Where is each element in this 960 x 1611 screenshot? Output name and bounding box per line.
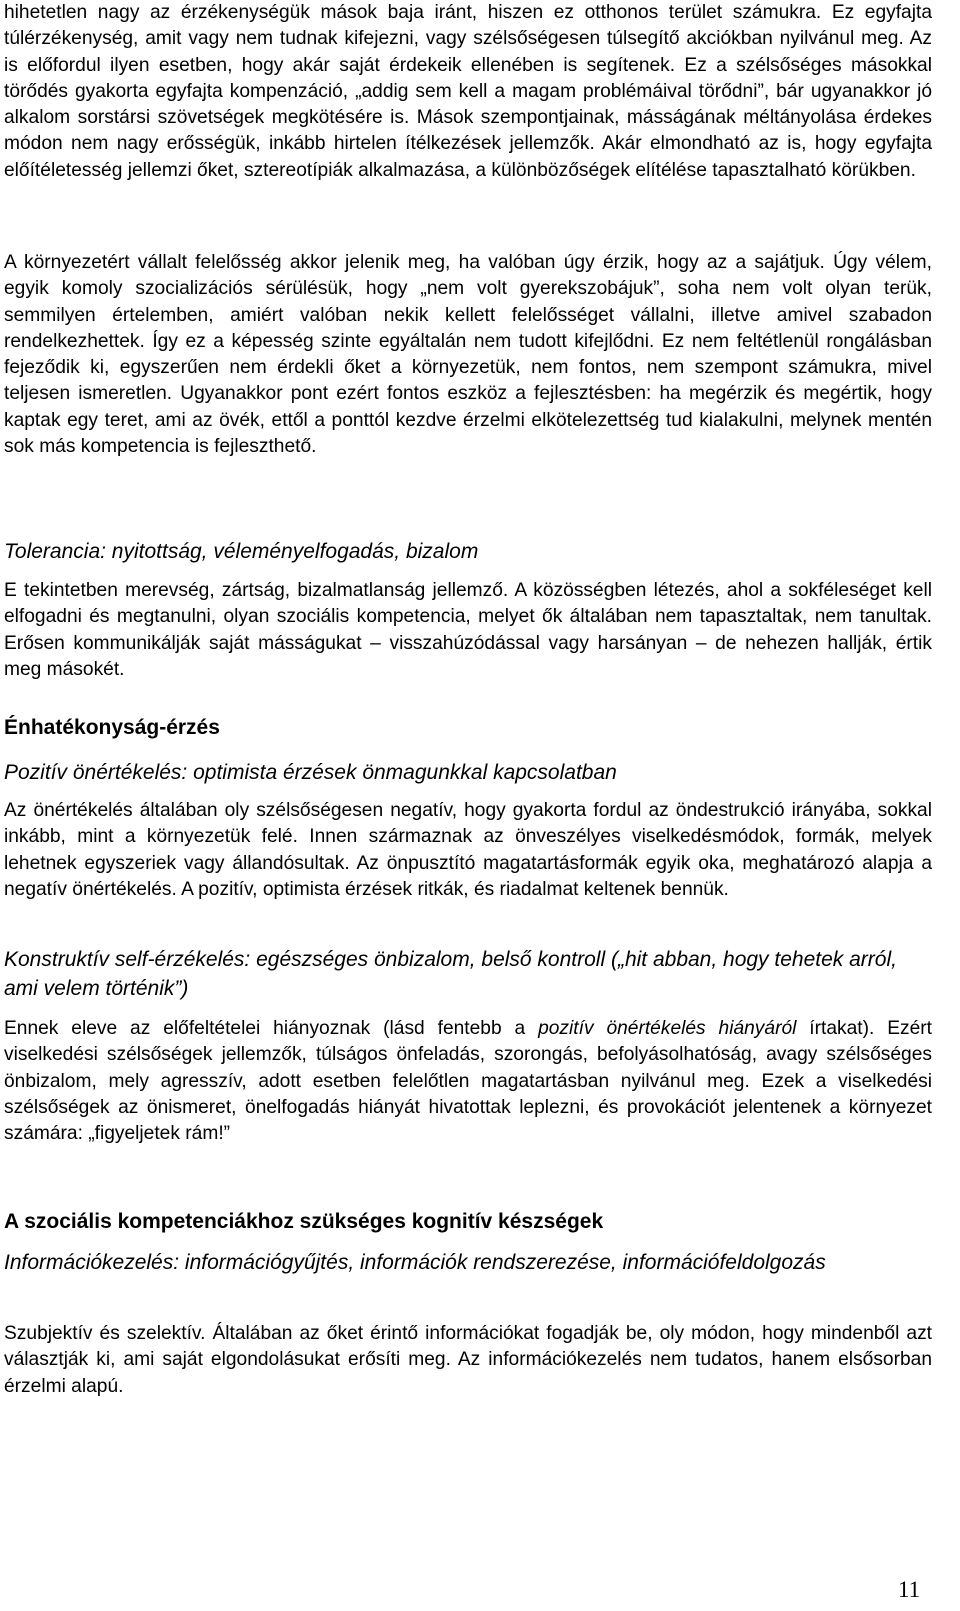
subheading-informaciokezeles: Információkezelés: információgyűjtés, információk rendszerezése, információfeldolgozás — [4, 1251, 826, 1274]
heading-kognitiv-keszsegek: A szociális kompetenciákhoz szükséges kognitív készségek — [4, 1210, 604, 1233]
paragraph-konstruktiv — [4, 1016, 932, 1147]
paragraph-konstruktiv-part2: írtakat). Ezért viselkedési szélsőségek jellemzők, túlságos önfeladás, szorongás, befolyásolhatóság, avagy szélsőséges önbizalom, mely agresszív, adott esetben felelőtlen magatartásban nyilvánul meg. Ezek a viselkedési szélsőségek az önismeret, önelfogadás hiányát hivatottak leplezni, és provokációt jelentenek a környezet számára: „figyeljetek rám!” — [4, 1018, 933, 1145]
paragraph-tolerancia: E tekintetben merevség, zártság, bizalmatlanság jellemző. A közösségben létezés, ahol a sokféleséget kell elfogadni és megtanulni, olyan szociális kompetencia, melyet ők általában nem tapasztaltak, nem tanultak. Erősen kommunikálják saját másságukat – visszahúzódással vagy harsányan – de nehezen hallják, értik meg másokét. — [4, 580, 932, 680]
paragraph-informaciokezeles: Szubjektív és szelektív. Általában az őket érintő információkat fogadják be, oly módon, hogy mindenből azt választják ki, ami saját elgondolásukat erősíti meg. Az információkezelés nem tudatos, hanem elsősorban érzelmi alapú. — [4, 1323, 932, 1397]
subheading-pozitiv-onertekeles: Pozitív önértékelés: optimista érzések önmagunkkal kapcsolatban — [4, 761, 617, 784]
paragraph-konstruktiv-italic: pozitív önértékelés hiányáról — [538, 1018, 797, 1039]
paragraph-onertekeles: Az önértékelés általában oly szélsőségesen negatív, hogy gyakorta fordul az öndestrukció irányába, sokkal inkább, mint a környezetük felé. Innen származnak az önveszélyes viselkedésmódok, formák, melyek lehetnek egyszeriek vagy állandósultak. Az önpusztító magatartásformák egyik oka, meghatározó alapja a negatív önértékelés. A pozitív, optimista érzések ritkák, és riadalmat keltenek bennük. — [4, 800, 932, 900]
subheading-konstruktiv-self: Konstruktív self-érzékelés: egészséges önbizalom, belső kontroll („hit abban, hogy tehetek arról, ami velem történik”) — [4, 948, 897, 1000]
paragraph-konstruktiv-part1: Ennek eleve az előfeltételei hiányoznak (lásd fentebb a — [4, 1018, 539, 1039]
page-number: 11 — [898, 1577, 921, 1602]
heading-onhatekonysag: Énhatékonyság-érzés — [4, 716, 220, 739]
paragraph-intro: hihetetlen nagy az érzékenységük mások baja iránt, hiszen ez otthonos terület számukra. Ez egyfajta túlérzékenység, amit vagy nem tudnak kifejezni, vagy szélsőségesen túlsegítő akciókban nyilvánul meg. Az is előfordul ilyen esetben, hogy akár saját érdekeik ellenében is segítenek. Ez a szélsőséges másokkal törődés gyakorta egyfajta kompenzáció, „addig sem kell a magam problémáival törődni”, bár ugyanakkor jó alkalom sorstársi szövetségek megkötésére is. Mások szempontjainak, másságának méltányolása érdekes módon nem nagy erősségük, inkább hirtelen ítélkezések jellemzők. Akár elmondható az is, hogy egyfajta előítéletesség jellemzi őket, sztereotípiák alkalmazása, a különbözőségek elítélése tapasztalható körükben. — [4, 2, 932, 181]
subheading-tolerancia: Tolerancia: nyitottság, véleményelfogadás, bizalom — [4, 540, 479, 563]
paragraph-responsibility: A környezetért vállalt felelősség akkor jelenik meg, ha valóban úgy érzik, hogy az a sajátjuk. Úgy vélem, egyik komoly szocializációs sérülésük, hogy „nem volt gyerekszobájuk”, soha nem volt olyan terük, semmilyen értelemben, amiért valóban nekik kellett felelősséget vállalni, illetve amivel szabadon rendelkezhettek. Így ez a képesség szinte egyáltalán nem tudott kifejlődni. Ez nem feltétlenül rongálásban fejeződik ki, egyszerűen nem érdekli őket a környezetük, nem fontos, nem szempont számukra, mivel teljesen ismeretlen. Ugyanakkor pont ezért fontos eszköz a fejlesztésben: ha megérzik és megértik, hogy kaptak egy teret, ami az övék, ettől a ponttól kezdve érzelmi elkötelezettség tud kialakulni, melynek mentén sok más kompetencia is fejleszthető. — [4, 252, 932, 458]
